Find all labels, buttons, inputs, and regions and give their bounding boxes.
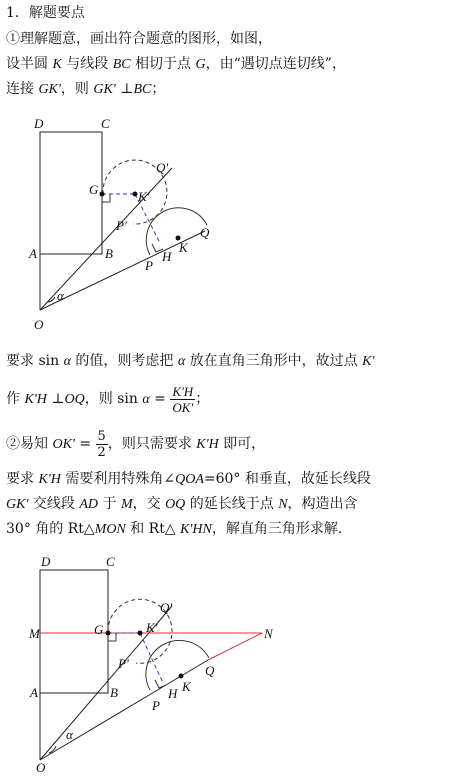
label-b: B <box>105 246 113 261</box>
label-q: Q <box>200 225 210 240</box>
paragraph-3-line-1: ②易知 OK' = $\frac{5}{2}$ ，则只需要求 K'H 即可， <box>6 428 266 460</box>
label-k-prime: K' <box>138 189 150 204</box>
label-m: M <box>29 626 40 641</box>
label-a: A <box>29 246 37 261</box>
label-o: O <box>36 760 46 775</box>
label-q-prime: Q' <box>160 600 173 615</box>
label-k-prime: K' <box>146 620 158 635</box>
label-c: C <box>106 554 115 569</box>
label-p-prime: P' <box>116 218 127 233</box>
label-alpha: α <box>57 288 64 303</box>
geometry-figure-2 <box>0 550 300 776</box>
fraction-sin: $\frac{K'H}{OK'}$ <box>172 383 194 415</box>
label-k: K <box>182 679 191 694</box>
label-q-prime: Q' <box>156 160 169 175</box>
paragraph-2-line-2: 作 K'H ⊥OQ，则 sin α = $\frac{K'H}{OK'}$ ； <box>6 383 210 415</box>
label-h: H <box>168 686 178 701</box>
label-k: K <box>179 240 188 255</box>
paragraph-2-line-1: 要求 sin α 的值，则考虑把 α 放在直角三角形中，故过点 K' <box>6 353 375 369</box>
label-alpha: α <box>66 727 73 742</box>
paragraph-4-line-3: 30° 角的 Rt△MON 和 Rt△ K'HN，解直角三角形求解. <box>6 521 343 537</box>
label-o: O <box>34 317 44 332</box>
paragraph-1-line-3: 连接 GK'，则 GK' ⊥BC； <box>6 81 166 97</box>
section-heading: 1．解题要点 <box>6 5 85 21</box>
label-n: N <box>264 626 273 641</box>
label-c: C <box>101 116 110 131</box>
label-p: P <box>145 258 153 273</box>
label-q: Q <box>205 663 215 678</box>
paragraph-1-line-2: 设半圆 K 与线段 BC 相切于点 G，由“遇切点连切线”， <box>6 56 346 72</box>
label-d: D <box>41 554 51 569</box>
paragraph-1-line-1: ①理解题意，画出符合题意的图形，如图， <box>6 31 272 47</box>
fraction-ok: $\frac{5}{2}$ <box>97 428 106 460</box>
label-p-prime: P' <box>118 656 129 671</box>
paragraph-4-line-2: GK' 交线段 AD 于 M，交 OQ 的延长线于点 N，构造出含 <box>6 496 358 512</box>
label-b: B <box>110 685 118 700</box>
label-h: H <box>162 249 172 264</box>
label-g: G <box>89 182 99 197</box>
label-p: P <box>152 698 160 713</box>
label-a: A <box>30 685 38 700</box>
paragraph-4-line-1: 要求 K'H 需要利用特殊角∠QOA=60° 和垂直，故延长线段 <box>6 471 371 487</box>
label-g: G <box>94 622 104 637</box>
label-d: D <box>34 116 44 131</box>
geometry-figure-1 <box>0 110 240 340</box>
